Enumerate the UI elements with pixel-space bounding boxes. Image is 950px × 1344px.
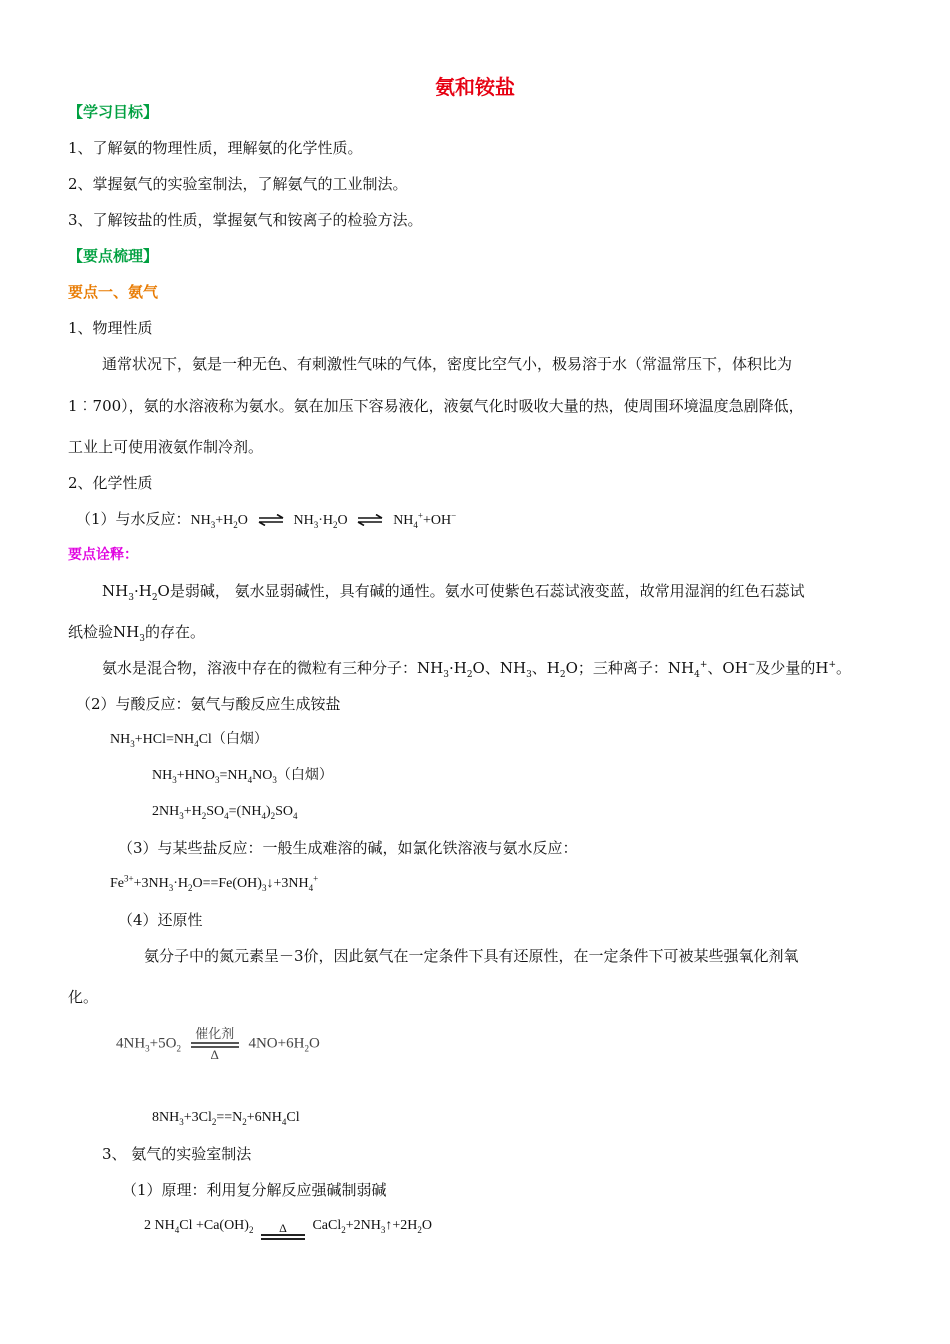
physical-heading: 1、物理性质 [68,319,153,337]
acid-equation-3: $2NH_3+H_2SO_4=(NH_4)_2SO_4$ [152,804,298,821]
note-text: 纸检验$NH_3$的存在。 [68,623,205,644]
reducing-label: （4）还原性 [118,911,203,929]
lab-equation: 2 $NH_4Cl +Ca(OH)_2$ Δ $CaCl_2+2NH_3↑+2H_2O$ [144,1216,432,1240]
physical-text: 1︰700），氨的水溶液称为氨水。氨在加压下容易液化，液氨气化时吸收大量的热，使周围环境温度急剧降低， [68,397,804,415]
equals-bar [261,1234,305,1240]
equation-term: $NH_3\cdot H_2O$ [293,513,348,530]
equation-term: $NH_3+H_2O$ [190,513,248,530]
equation-term: $NH_4^++OH^-$ [393,510,457,530]
section-heading-goals: 【学习目标】 [68,103,159,121]
page-title: 氨和铵盐 [435,75,515,99]
lab-heading: 3、 氨气的实验室制法 [102,1145,252,1163]
reversible-arrow-icon [258,514,284,526]
note-text: $NH_3\cdot H_2O$是弱碱， 氨水显弱碱性，具有碱的通性。氨水可使紫色石蕊试液变蓝，故常用湿润的红色石蕊试 [102,582,805,603]
water-reaction [76,509,456,531]
goal-item: 1、了解氨的物理性质，理解氨的化学性质。 [68,139,363,157]
note-text: 氨水是混合物，溶液中存在的微粒有三种分子：$NH_3\cdot H_2O$、$NH_3$、$H_2O$；三种离子：$NH_4^+$、OH−及少量的H+。 [102,659,852,680]
heat-condition: Δ [261,1216,305,1240]
acid-equation-1: $NH_3+HCl=NH_4Cl$（白烟） [110,732,268,749]
note-title: 要点诠释： [68,547,138,563]
chemical-heading: 2、化学性质 [68,474,153,492]
acid-reaction-label: （2）与酸反应：氨气与酸反应生成铵盐 [76,695,341,713]
catalyst-condition: 催化剂 Δ [191,1026,239,1062]
physical-text: 通常状况下，氨是一种无色、有刺激性气味的气体，密度比空气小，极易溶于水（常温常压下，体积比为 [102,355,793,373]
reducing-text: 化。 [68,988,99,1006]
acid-equation-2: $NH_3+HNO_3=NH_4NO_3$（白烟） [152,768,333,785]
goal-item: 2、掌握氨气的实验室制法，了解氨气的工业制法。 [68,175,408,193]
salt-equation: $Fe^{3+}+3NH_3\cdot H_2O==Fe(OH)_3↓+3NH_4^+$ [110,873,319,893]
reducing-text: 氨分子中的氮元素呈－3价，因此氨气在一定条件下具有还原性，在一定条件下可被某些强氧化剂氧 [144,947,799,965]
goal-item: 3、了解铵盐的性质，掌握氨气和铵离子的检验方法。 [68,211,423,229]
point-one-title: 要点一、氨气 [68,283,159,301]
salt-reaction-label: （3）与某些盐反应：一般生成难溶的碱，如氯化铁溶液与氨水反应： [118,839,578,857]
oxidation-equation: $4NH_3+5O_2$ 催化剂 Δ $4NO+6H_2O$ [116,1026,320,1062]
physical-text: 工业上可使用液氨作制冷剂。 [68,438,264,456]
water-reaction-label: （1）与水反应： [76,510,191,528]
lab-principle: （1）原理：利用复分解反应强碱制弱碱 [122,1181,387,1199]
section-heading-points: 【要点梳理】 [68,247,159,265]
reversible-arrow-icon [357,514,383,526]
chlorine-equation: $8NH_3+3Cl_2==N_2+6NH_4Cl$ [152,1110,300,1127]
